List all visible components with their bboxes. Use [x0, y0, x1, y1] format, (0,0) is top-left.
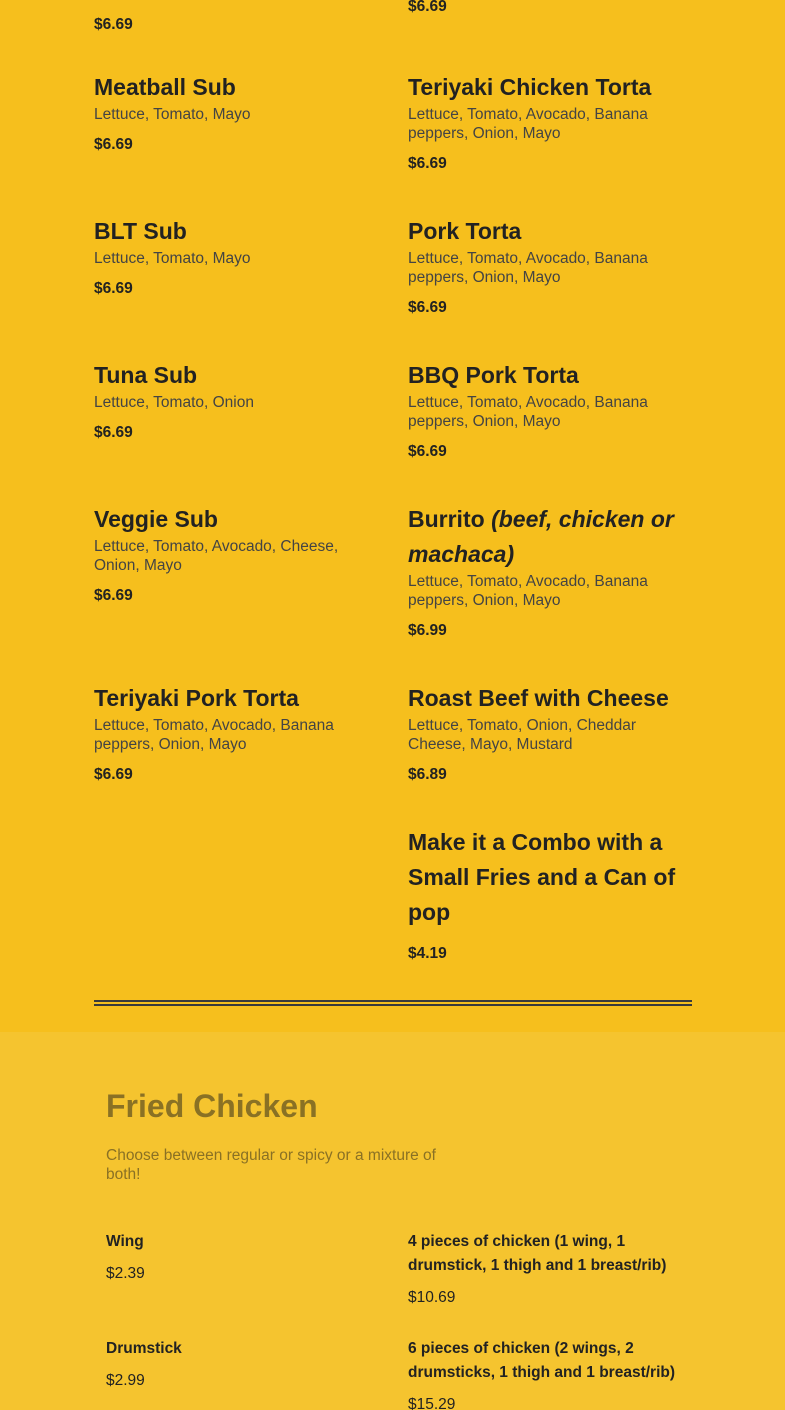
- fc-item-wing: [106, 1230, 366, 1284]
- item-name: Drumstick: [106, 1340, 182, 1357]
- item-price: $6.99: [408, 622, 447, 639]
- item-name-main: Burrito: [408, 506, 485, 532]
- item-description: Lettuce, Tomato, Avocado, Banana peppers, Onion, Mayo: [408, 250, 648, 286]
- menu-item-veggie-sub: [94, 502, 364, 606]
- item-name-options: (beef, chicken or machaca): [408, 506, 674, 567]
- fc-item-drumstick: [106, 1337, 366, 1391]
- item-description: Lettuce, Tomato, Mayo: [94, 106, 251, 123]
- item-name: Tuna Sub: [94, 362, 198, 388]
- menu-item-meatball-sub: [94, 70, 364, 155]
- item-price: $6.69: [408, 299, 447, 316]
- item-description: Lettuce, Tomato, Avocado, Banana peppers, Onion, Mayo: [408, 106, 648, 142]
- item-price: $6.89: [408, 766, 447, 783]
- item-name: Pork Torta: [408, 218, 522, 244]
- item-name: Meatball Sub: [94, 74, 236, 100]
- prev-item-price-left: $6.69: [94, 16, 133, 33]
- item-name: 6 pieces of chicken (2 wings, 2 drumsticks, 1 thigh and 1 breast/rib): [408, 1340, 676, 1381]
- item-price: $4.19: [408, 945, 447, 962]
- item-price: $10.69: [408, 1289, 456, 1306]
- item-price: $6.69: [94, 766, 133, 783]
- item-description: Lettuce, Tomato, Avocado, Banana peppers, Onion, Mayo: [408, 573, 648, 609]
- item-price: $2.39: [106, 1265, 145, 1282]
- item-price: $6.69: [94, 587, 133, 604]
- item-price: $6.69: [94, 280, 133, 297]
- item-name: Teriyaki Pork Torta: [94, 685, 299, 711]
- item-price: $15.29: [408, 1396, 456, 1410]
- menu-item-combo: [408, 825, 693, 964]
- fc-item-4-pieces: [408, 1230, 683, 1308]
- item-description: Lettuce, Tomato, Onion, Cheddar Cheese, Mayo, Mustard: [408, 717, 637, 753]
- menu-item-teriyaki-pork-torta: [94, 681, 364, 785]
- section-subtitle: Choose between regular or spicy or a mixture of both!: [106, 1147, 436, 1183]
- menu-item-bbq-pork-torta: [408, 358, 688, 462]
- item-name: 4 pieces of chicken (1 wing, 1 drumstick, 1 thigh and 1 breast/rib): [408, 1233, 667, 1274]
- item-description: Lettuce, Tomato, Onion: [94, 394, 254, 411]
- menu-item-tuna-sub: [94, 358, 364, 443]
- fc-item-6-pieces: [408, 1337, 683, 1410]
- item-name: BBQ Pork Torta: [408, 362, 579, 388]
- item-price: $2.99: [106, 1372, 145, 1389]
- item-price: $6.69: [408, 443, 447, 460]
- section-title: Fried Chicken: [106, 1088, 318, 1124]
- item-name: Make it a Combo with a Small Fries and a Can of pop: [408, 829, 676, 925]
- item-name: BLT Sub: [94, 218, 187, 244]
- menu-item-roast-beef-cheese: [408, 681, 688, 785]
- item-description: Lettuce, Tomato, Mayo: [94, 250, 251, 267]
- item-description: Lettuce, Tomato, Avocado, Banana peppers, Onion, Mayo: [408, 394, 648, 430]
- menu-item-teriyaki-chicken-torta: [408, 70, 688, 174]
- prev-item-price-right: $6.69: [408, 0, 447, 15]
- item-price: $6.69: [94, 424, 133, 441]
- menu-item-blt-sub: [94, 214, 364, 299]
- item-name: Roast Beef with Cheese: [408, 685, 669, 711]
- item-name: Veggie Sub: [94, 506, 218, 532]
- menu-item-pork-torta: [408, 214, 688, 318]
- section-divider: [94, 1000, 692, 1006]
- item-name: [408, 502, 693, 572]
- menu-item-burrito: [408, 502, 693, 641]
- item-price: $6.69: [408, 155, 447, 172]
- item-name: Teriyaki Chicken Torta: [408, 74, 652, 100]
- item-description: Lettuce, Tomato, Avocado, Cheese, Onion, Mayo: [94, 538, 339, 574]
- item-description: Lettuce, Tomato, Avocado, Banana peppers, Onion, Mayo: [94, 717, 334, 753]
- item-price: $6.69: [94, 136, 133, 153]
- item-name: Wing: [106, 1233, 144, 1250]
